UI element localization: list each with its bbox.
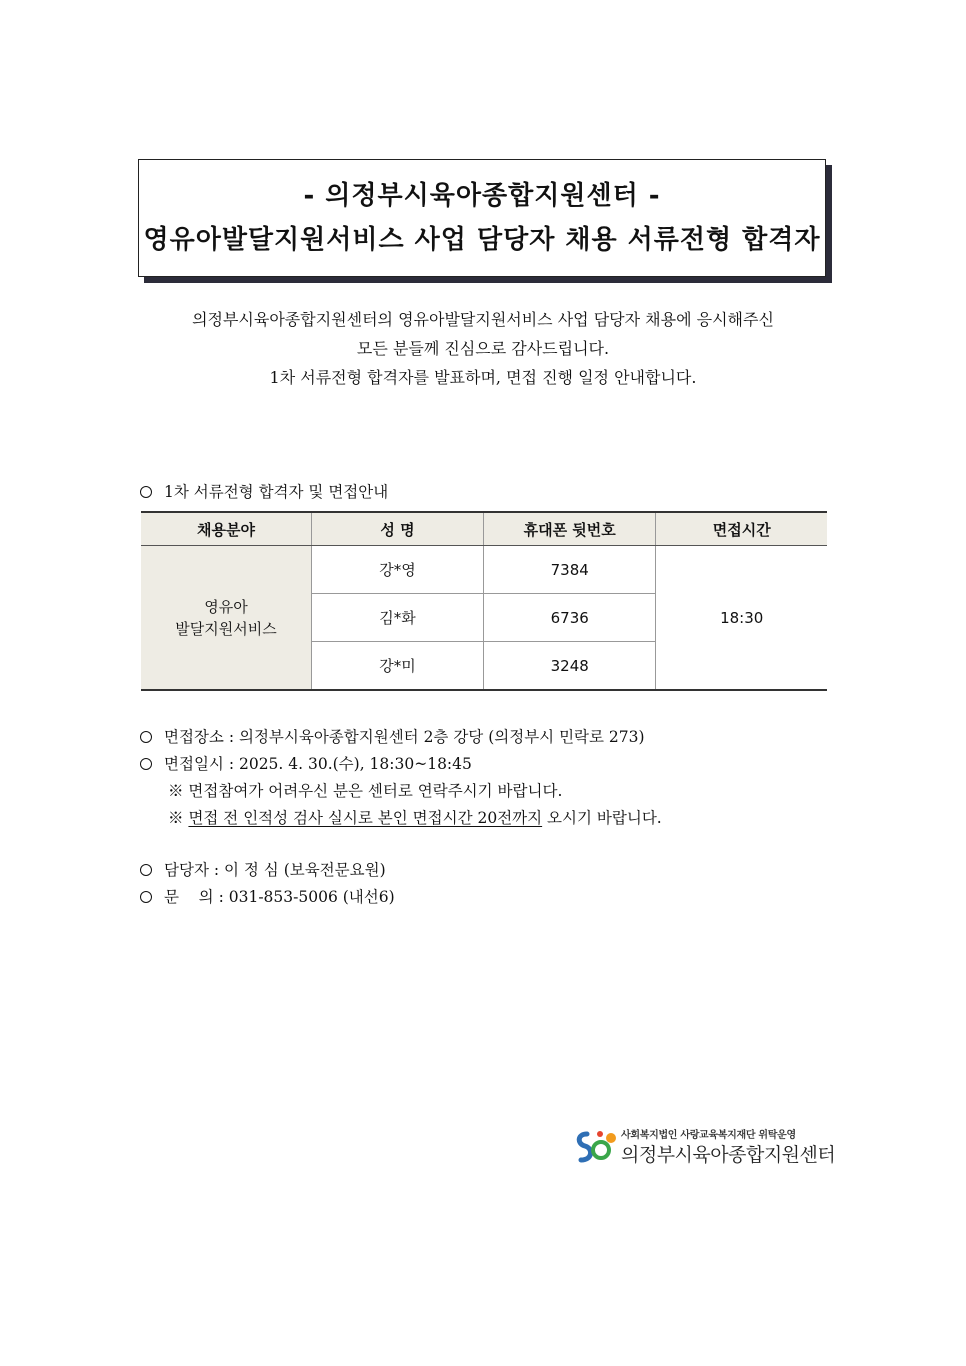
interview-place <box>140 724 662 751</box>
center-logo <box>573 1126 836 1168</box>
interview-datetime <box>140 751 662 778</box>
table-row <box>141 546 827 594</box>
note-1: ※ 면접참여가 어려우신 분은 센터로 연락주시기 바랍니다. <box>168 782 563 800</box>
intro-line-1: 의정부시육아종합지원센터의 영유아발달지원서비스 사업 담당자 채용에 응시해주신 <box>192 310 774 329</box>
intro-line-2: 모든 분들께 진심으로 감사드립니다. <box>356 339 610 358</box>
header-phone: 휴대폰 뒷번호 <box>483 512 655 546</box>
phone-cell: 3248 <box>483 642 655 691</box>
time-cell: 18:30 <box>656 546 827 691</box>
circle-bullet-icon <box>140 486 152 498</box>
intro-paragraph <box>100 305 866 392</box>
center-logo-icon <box>573 1128 619 1166</box>
name-cell: 김*화 <box>312 594 484 642</box>
field-line-2: 발달지원서비스 <box>175 619 277 638</box>
note-2-prefix: ※ <box>168 809 189 827</box>
field-line-1: 영유아 <box>204 597 248 616</box>
contact-manager <box>140 857 395 884</box>
circle-bullet-icon <box>140 864 152 876</box>
header-name: 성 명 <box>312 512 484 546</box>
contact-inquiry-text: 문 의 : 031-853-5006 (내선6) <box>164 888 395 906</box>
name-cell: 강*미 <box>312 642 484 691</box>
title-line-2: 영유아발달지원서비스 사업 담당자 채용 서류전형 합격자 <box>143 225 821 255</box>
phone-cell: 6736 <box>483 594 655 642</box>
name-cell: 강*영 <box>312 546 484 594</box>
intro-line-3: 1차 서류전형 합격자를 발표하며, 면접 진행 일정 안내합니다. <box>269 368 697 387</box>
circle-bullet-icon <box>140 731 152 743</box>
interview-datetime-text: 면접일시 : 2025. 4. 30.(수), 18:30~18:45 <box>164 755 472 773</box>
logo-subtitle: 사회복지법인 사랑교육복지재단 위탁운영 <box>621 1130 796 1141</box>
note-2-underlined: 면접 전 인적성 검사 실시로 본인 면접시간 20전까지 <box>188 809 543 827</box>
result-table <box>141 511 827 691</box>
interview-info <box>140 724 662 832</box>
title-box <box>138 159 826 277</box>
contact-info <box>140 857 395 911</box>
contact-manager-text: 담당자 : 이 정 심 (보육전문요원) <box>164 861 386 879</box>
note-2-suffix: 오시기 바랍니다. <box>542 809 662 827</box>
logo-name: 의정부시육아종합지원센터 <box>621 1144 836 1166</box>
table-header-row <box>141 512 827 546</box>
title-line-1: - 의정부시육아종합지원센터 - <box>303 181 661 211</box>
section-heading-text: 1차 서류전형 합격자 및 면접안내 <box>164 483 389 501</box>
note-2 <box>140 805 662 832</box>
contact-inquiry <box>140 884 395 911</box>
section-heading <box>140 480 388 504</box>
phone-cell: 7384 <box>483 546 655 594</box>
header-field: 채용분야 <box>141 512 312 546</box>
field-cell <box>141 546 312 691</box>
interview-place-text: 면접장소 : 의정부시육아종합지원센터 2층 강당 (의정부시 민락로 273) <box>164 728 645 746</box>
header-time: 면접시간 <box>656 512 827 546</box>
circle-bullet-icon <box>140 891 152 903</box>
circle-bullet-icon <box>140 758 152 770</box>
